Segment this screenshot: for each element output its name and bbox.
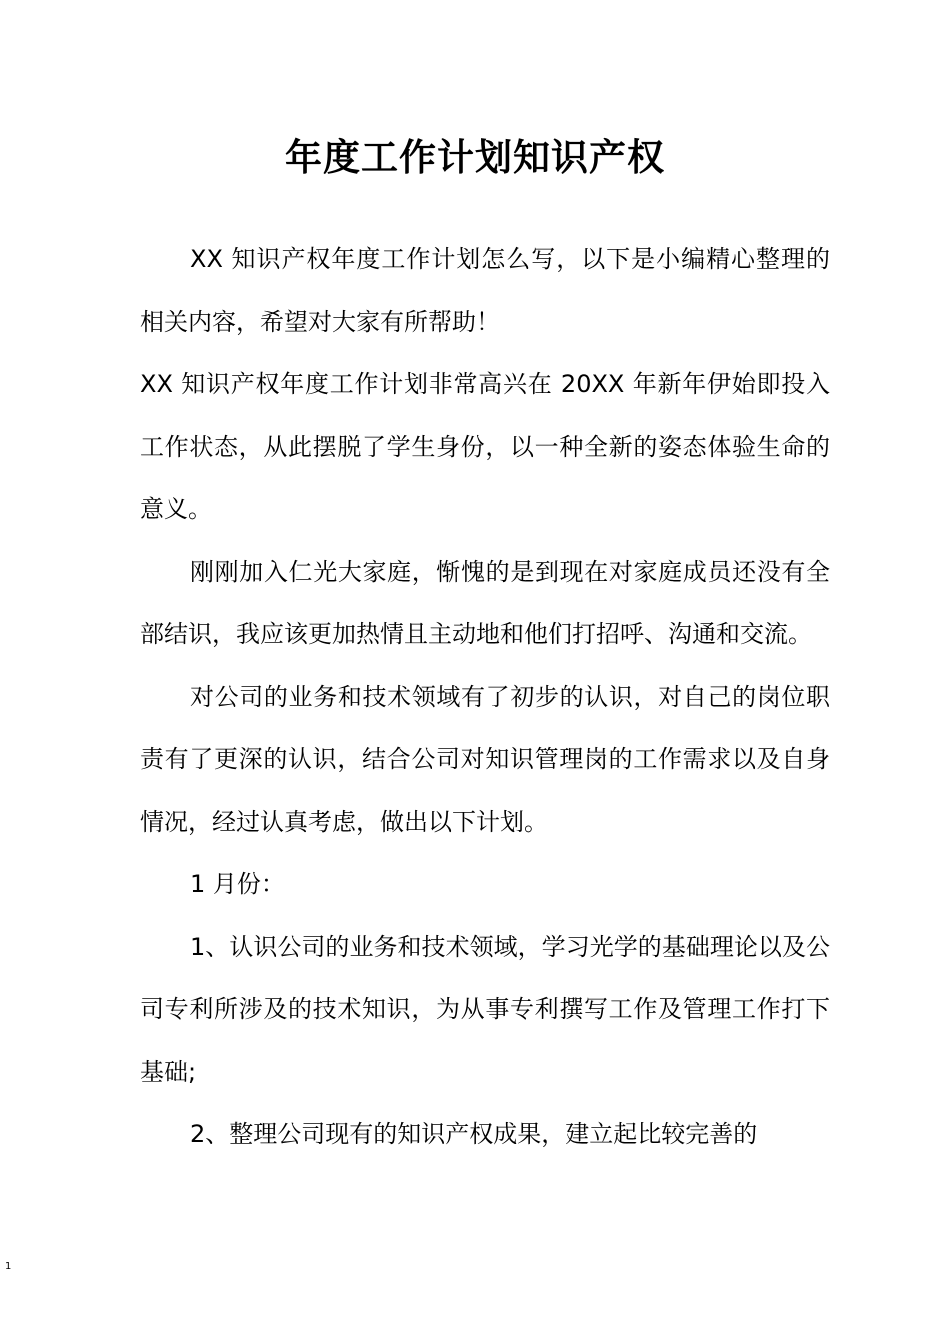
document-title: 年度工作计划知识产权 [285,136,665,179]
page-number: 1 [5,1261,12,1272]
paragraph: 1 月份： [190,870,285,898]
paragraph: 1、认识公司的业务和技术领域，学习光学的基础理论以及公司专利所涉及的技术知识，为从事专利撰写工作及管理工作打下基础; [140,932,830,1086]
paragraph: 刚刚加入仁光大家庭，惭愧的是到现在对家庭成员还没有全部结识，我应该更加热情且主动地和他们打招呼、沟通和交流。 [140,557,830,648]
paragraph: 对公司的业务和技术领域有了初步的认识，对自己的岗位职责有了更深的认识，结合公司对知识管理岗的工作需求以及自身情况，经过认真考虑，做出以下计划。 [140,682,830,836]
paragraph: XX 知识产权年度工作计划怎么写，以下是小编精心整理的相关内容，希望对大家有所帮助！ [140,245,830,336]
document-body [140,228,830,1166]
paragraph: XX 知识产权年度工作计划非常高兴在 20XX 年新年伊始即投入工作状态，从此摆脱了学生身份，以一种全新的姿态体验生命的意义。 [140,370,830,523]
paragraph: 2、整理公司现有的知识产权成果，建立起比较完善的 [190,1120,758,1148]
